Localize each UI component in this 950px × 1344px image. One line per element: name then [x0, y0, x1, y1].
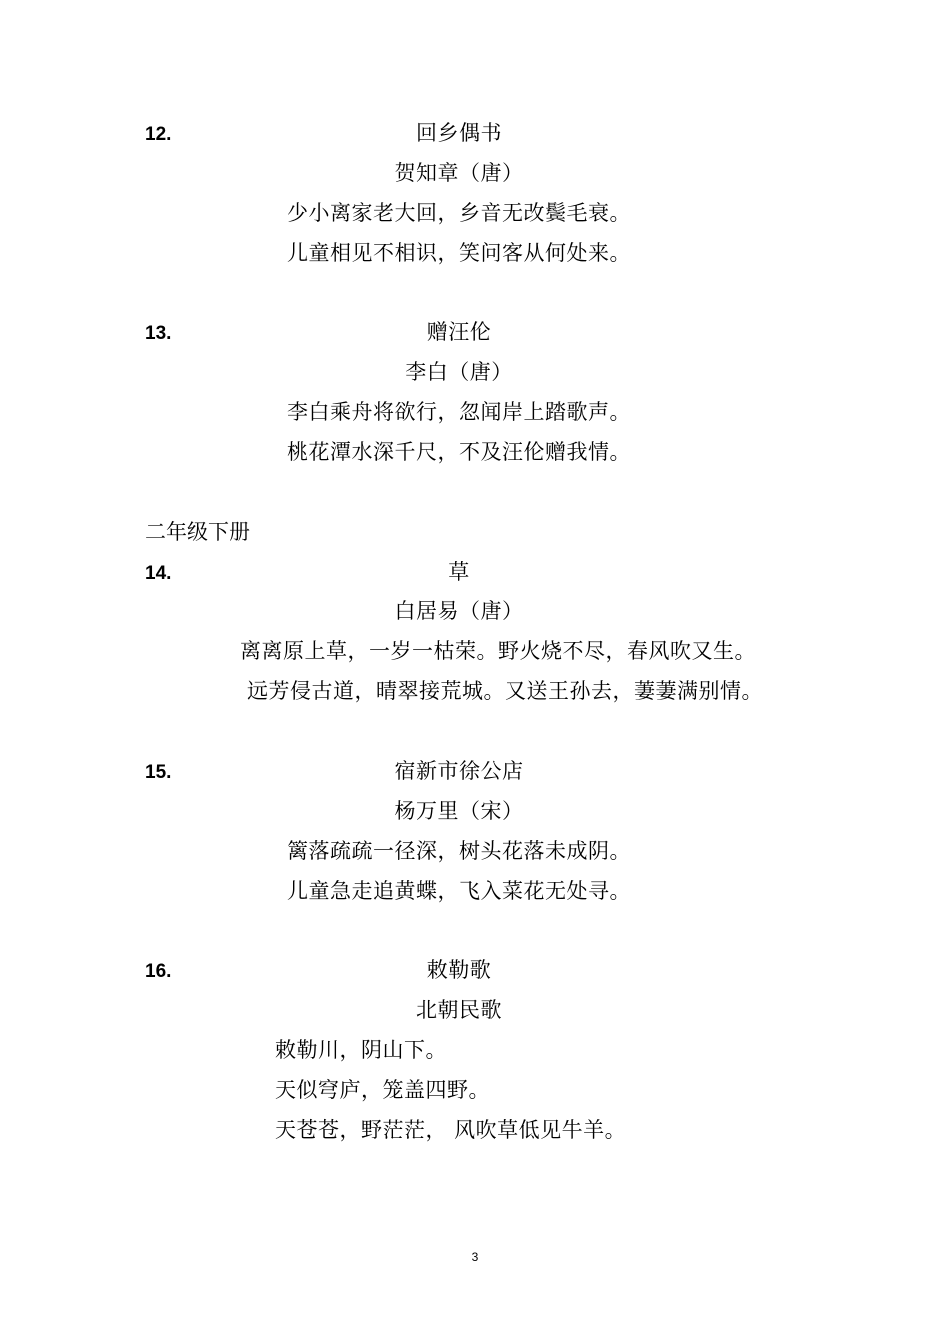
poem-line: 天苍苍，野茫茫， 风吹草低见牛羊。	[275, 1118, 627, 1142]
poem-line: 远芳侵古道，晴翠接荒城。又送王孙去，萋萋满别情。	[247, 679, 763, 703]
poem-line: 桃花潭水深千尺，不及汪伦赠我情。	[287, 440, 631, 464]
poem-number: 13.	[145, 323, 172, 344]
poem-line: 少小离家老大回，乡音无改鬓毛衰。	[287, 201, 631, 225]
poem-number: 14.	[145, 563, 172, 584]
section-heading: 二年级下册	[145, 520, 250, 544]
poem-line: 篱落疏疏一径深，树头花落未成阴。	[287, 839, 631, 863]
poem-title: 宿新市徐公店	[394, 759, 524, 783]
poem-author: 白居易（唐）	[394, 599, 524, 623]
poem-author: 杨万里（宋）	[394, 799, 524, 823]
poem-title: 回乡偶书	[416, 121, 502, 145]
poem-number: 16.	[145, 961, 172, 982]
page-number: 3	[471, 1250, 479, 1264]
poem-line: 天似穹庐，笼盖四野。	[275, 1078, 490, 1102]
poem-line: 李白乘舟将欲行，忽闻岸上踏歌声。	[287, 400, 631, 424]
poem-line: 儿童相见不相识，笑问客从何处来。	[287, 241, 631, 265]
poem-author: 李白（唐）	[405, 360, 513, 384]
poem-author: 贺知章（唐）	[394, 161, 524, 185]
poem-author: 北朝民歌	[416, 998, 502, 1022]
poem-line: 离离原上草，一岁一枯荣。野火烧不尽，春风吹又生。	[240, 639, 756, 663]
poem-number: 15.	[145, 762, 172, 783]
poem-title: 赠汪伦	[426, 320, 492, 344]
poem-line: 敕勒川，阴山下。	[275, 1038, 447, 1062]
poem-number: 12.	[145, 124, 172, 145]
poem-title: 敕勒歌	[426, 958, 492, 982]
poem-line: 儿童急走追黄蝶，飞入菜花无处寻。	[287, 879, 631, 903]
poem-title: 草	[448, 560, 470, 584]
